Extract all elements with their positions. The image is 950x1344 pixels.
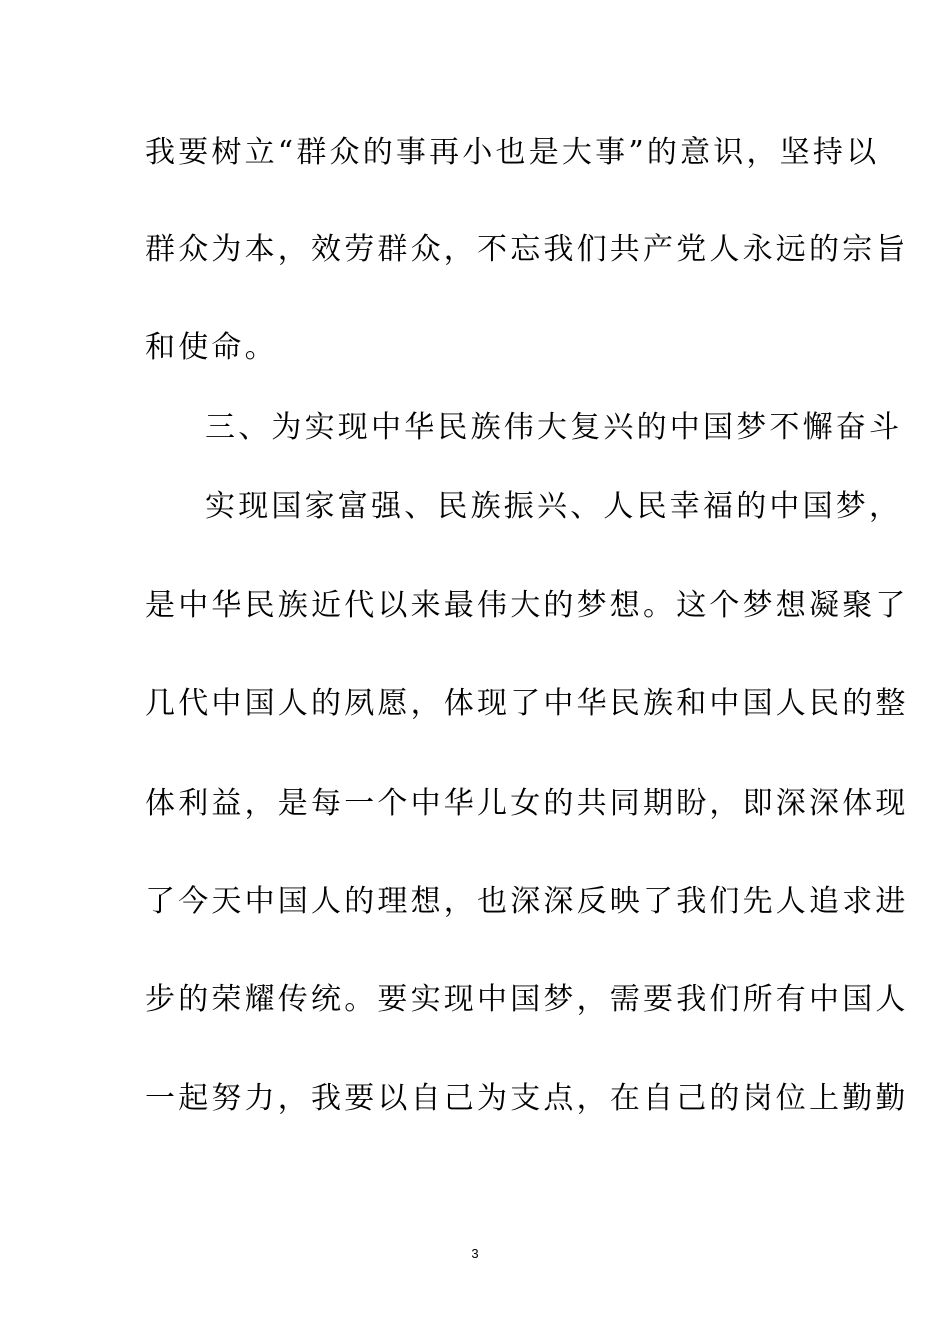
text-line: 步的荣耀传统。要实现中国梦，需要我们所有中国人 — [145, 982, 909, 1017]
text-line: 了今天中国人的理想，也深深反映了我们先人追求进 — [145, 884, 909, 919]
text-line: 我要树立“群众的事再小也是大事”的意识，坚持以 — [145, 135, 880, 170]
text-line: 实现国家富强、民族振兴、人民幸福的中国梦， — [205, 489, 903, 524]
page-number: 3 — [471, 1246, 479, 1261]
text-line: 一起努力，我要以自己为支点，在自己的岗位上勤勤 — [145, 1081, 909, 1116]
text-line: 体利益，是每一个中华儿女的共同期盼，即深深体现 — [145, 786, 909, 821]
section-heading: 三、为实现中华民族伟大复兴的中国梦不懈奋斗 — [205, 410, 903, 445]
text-line: 几代中国人的夙愿，体现了中华民族和中国人民的整 — [145, 686, 909, 721]
text-line: 群众为本，效劳群众，不忘我们共产党人永远的宗旨 — [145, 232, 909, 267]
text-line: 是中华民族近代以来最伟大的梦想。这个梦想凝聚了 — [145, 588, 909, 623]
text-line: 和使命。 — [145, 330, 278, 365]
